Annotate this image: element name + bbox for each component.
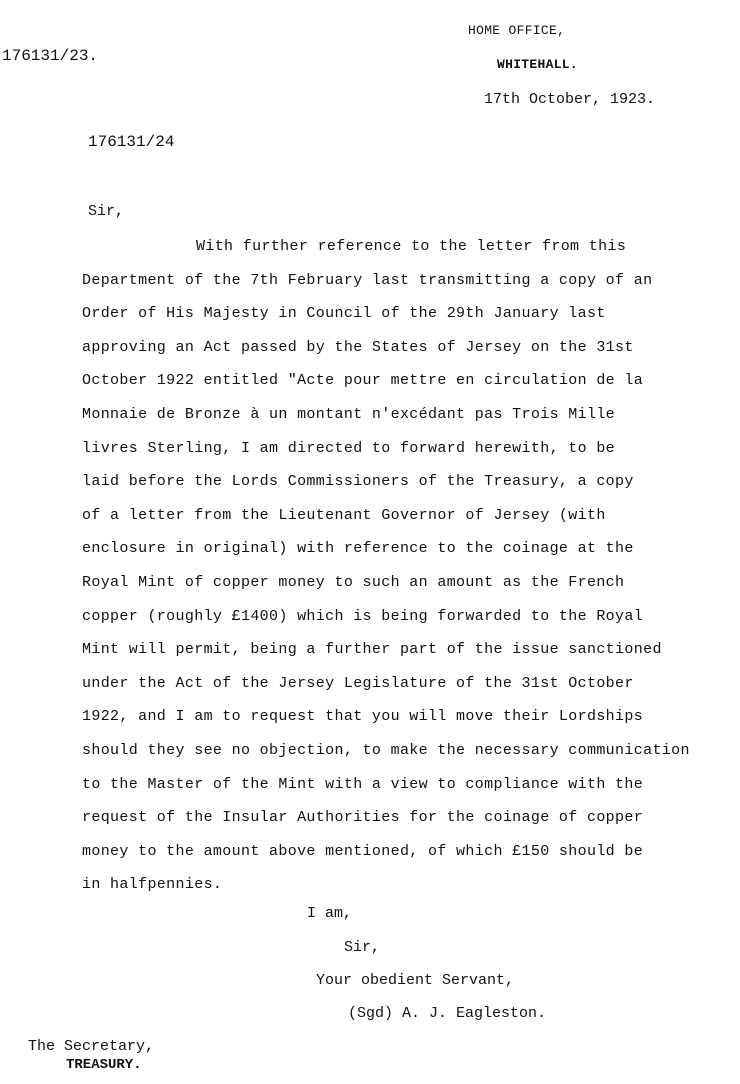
salutation: Sir, <box>88 203 125 220</box>
body-line: October 1922 entitled "Acte pour mettre en circulation de la <box>82 372 644 389</box>
body-line: request of the Insular Authorities for the coinage of copper <box>82 809 644 826</box>
body-line: of a letter from the Lieutenant Governor of Jersey (with <box>82 507 606 524</box>
body-line: to the Master of the Mint with a view to compliance with the <box>82 776 644 793</box>
body-line: Order of His Majesty in Council of the 29th January last <box>82 305 606 322</box>
body-line: approving an Act passed by the States of Jersey on the 31st <box>82 339 634 356</box>
body-line: livres Sterling, I am directed to forward herewith, to be <box>82 440 616 457</box>
body-line: money to the amount above mentioned, of which £150 should be <box>82 843 644 860</box>
body-line: Department of the 7th February last transmitting a copy of an <box>82 272 653 289</box>
office-name: HOME OFFICE, <box>468 23 566 38</box>
body-line: copper (roughly £1400) which is being forwarded to the Royal <box>82 608 644 625</box>
office-location: WHITEHALL. <box>497 57 579 72</box>
body-line: 1922, and I am to request that you will move their Lordships <box>82 708 644 725</box>
body-line: Mint will permit, being a further part of the issue sanctioned <box>82 641 662 658</box>
signature: (Sgd) A. J. Eagleston. <box>348 1005 547 1022</box>
body-line: enclosure in original) with reference to the coinage at the <box>82 540 634 557</box>
recipient-title: The Secretary, <box>28 1038 155 1055</box>
body-line: laid before the Lords Commissioners of the Treasury, a copy <box>82 473 634 490</box>
reference-number-primary: 176131/23. <box>2 47 99 65</box>
body-line: Royal Mint of copper money to such an amount as the French <box>82 574 625 591</box>
closing-i-am: I am, <box>307 905 353 922</box>
body-line: should they see no objection, to make the necessary communication <box>82 742 690 759</box>
closing-sir: Sir, <box>344 939 381 956</box>
letter-date: 17th October, 1923. <box>484 91 656 108</box>
body-line: under the Act of the Jersey Legislature of the 31st October <box>82 675 634 692</box>
closing-servant: Your obedient Servant, <box>316 972 515 989</box>
reference-number-secondary: 176131/24 <box>88 133 175 151</box>
recipient-department: TREASURY. <box>66 1057 142 1073</box>
body-line: Monnaie de Bronze à un montant n'excédant pas Trois Mille <box>82 406 616 423</box>
body-line: With further reference to the letter from this <box>196 238 627 255</box>
body-line: in halfpennies. <box>82 876 223 893</box>
